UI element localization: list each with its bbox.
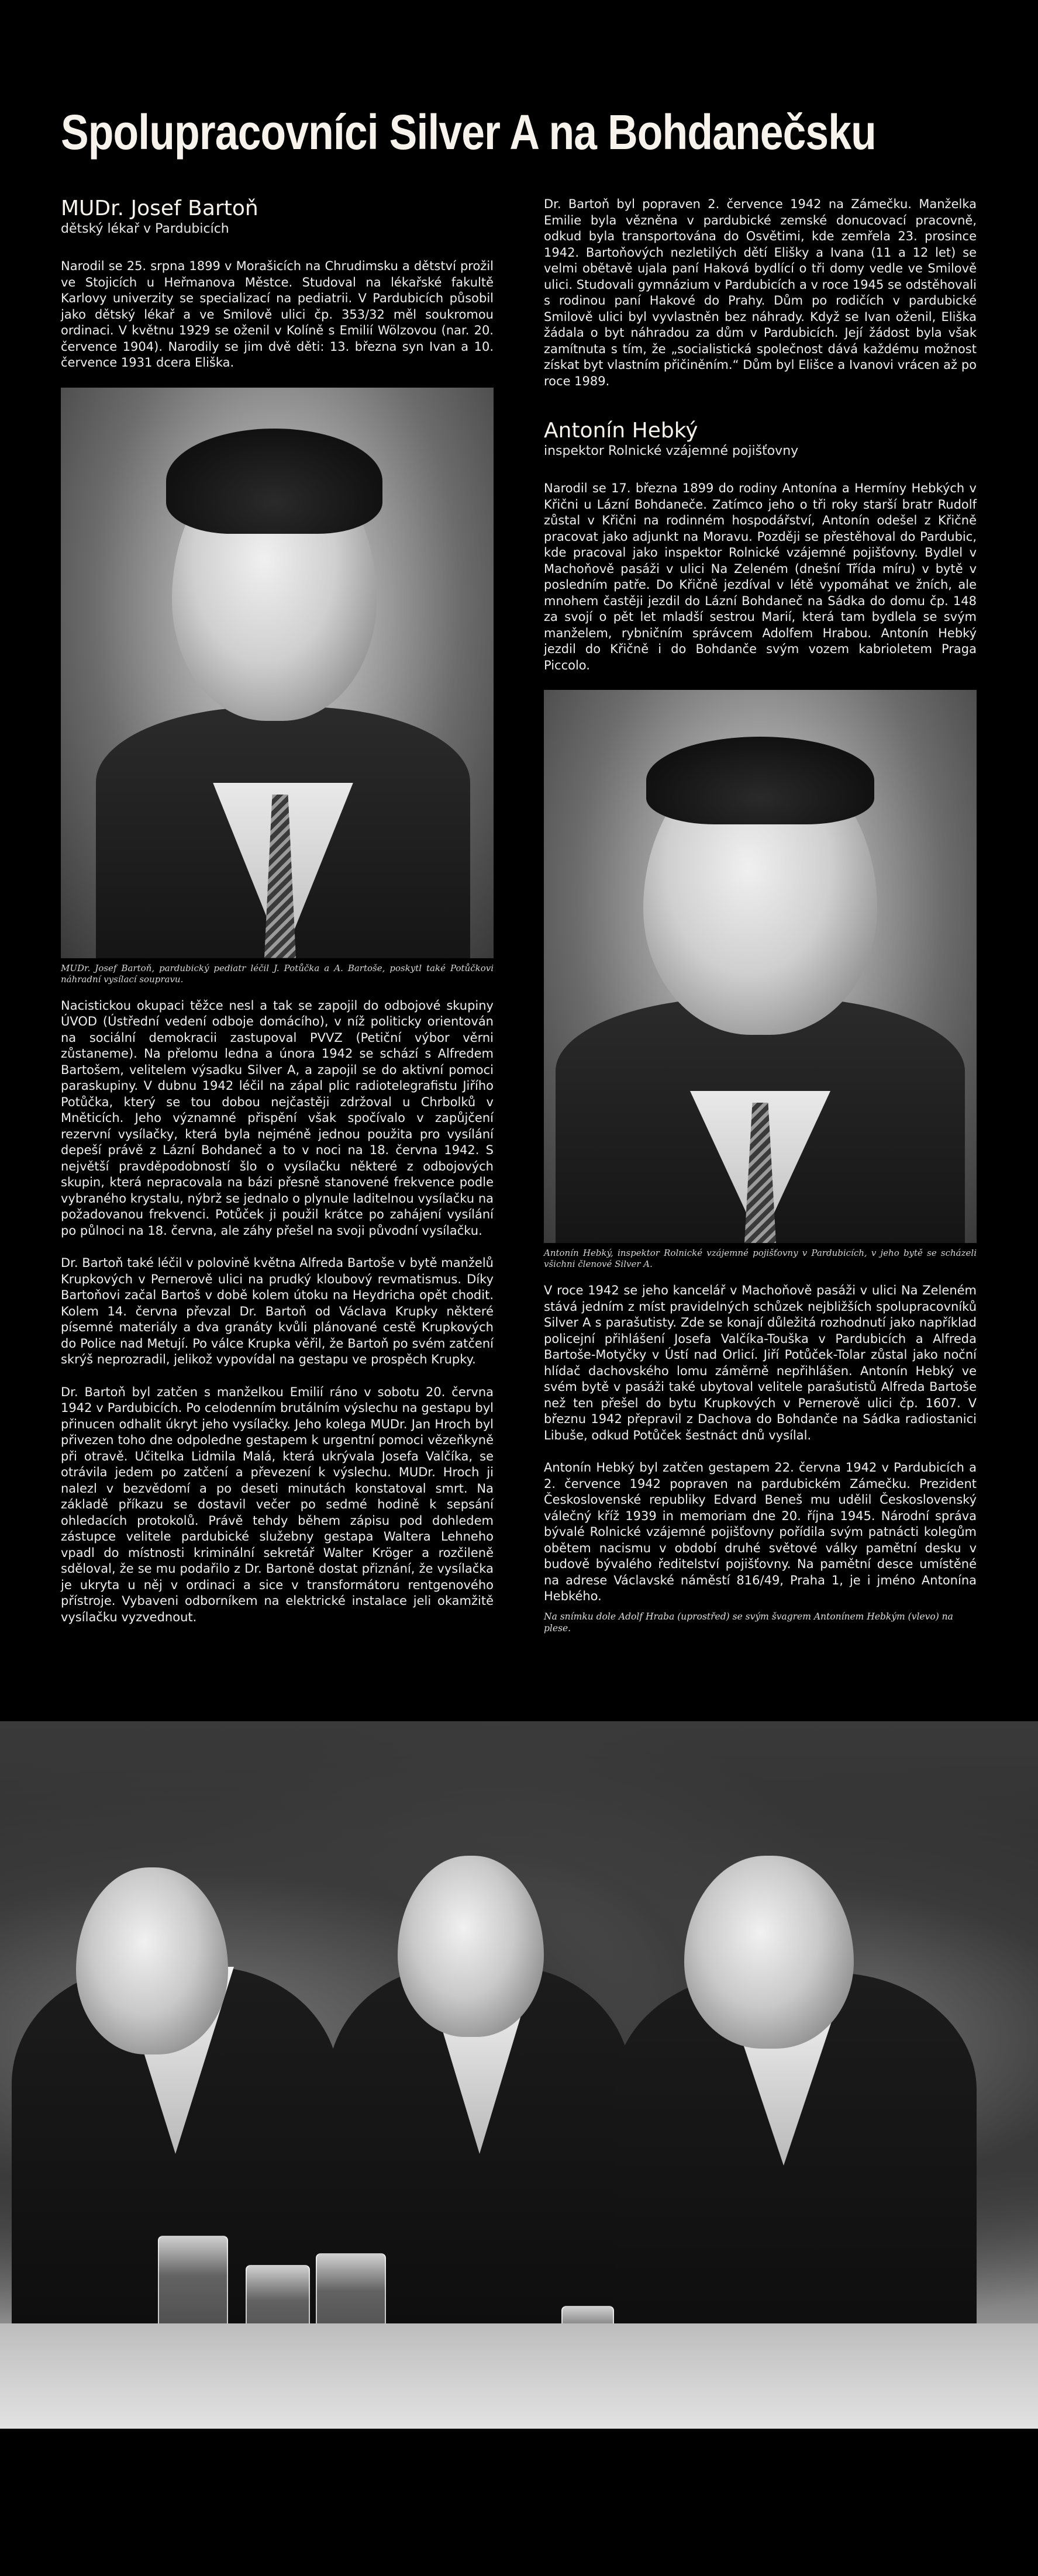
barton-paragraph-1: Narodil se 25. srpna 1899 v Morašicích na Chrudimsku a dětství prožil ve Stojicích u Heřmanova Městce. Studoval na lékařské fakultě Karlovy univerzity se specializací na pediatrii. V Pardubicích působil jako dětský lékař a ve Smilově ulici čp. 353/32 měl soukromou ordinaci. V květnu 1929 se oženil v Kolíně s Emilií Wölzovou (nar. 20. července 1904). Narodily se jim dvě děti: 13. března syn Ivan a 10. července 1931 dcera Eliška. <box>61 259 494 370</box>
barton-paragraph-2: Nacistickou okupaci těžce nesl a tak se zapojil do odbojové skupiny ÚVOD (Ústřední vedení odboje domácího), v níž politicky orientován na sociální demokracii zastupoval PVVZ (Petiční výbor věrni zůstaneme). Na přelomu ledna a února 1942 se schází s Alfredem Bartošem, velitelem výsadku Silver A, a zapojil se do aktivní pomoci paraskupiny. V dubnu 1942 léčil na zápal plic radiotelegrafistu Jiřího Potůčka, který se tou dobou nejčastěji zdržoval u Chrbolků v Mněticích. Jeho významné přispění však spočívalo v zapůjčení rezervní vysílačky, která byla nejméně jednou použita pro vysílání depeší právě z Lázní Bohdaneč a to v noci na 18. června 1942. S největší pravděpodobností šlo o vysílačku některé z odbojových skupin, která nepracovala na bázi přesně stanovené frekvence podle vybraného krystalu, nýbrž se jednalo o plynule laditelnou vysílačku na požadovanou frekvenci. Potůček ji použil krátce po zahájení vysílání po půlnoci na 18. června, ale záhy přešel na svoji původní vysílačku. <box>61 998 494 1238</box>
hebky-portrait-photo <box>544 690 977 1243</box>
person-role-hebky: inspektor Rolnické vzájemné pojišťovny <box>544 444 799 458</box>
person-role-barton: dětský lékař v Pardubicích <box>61 222 229 236</box>
person-name-barton: MUDr. Josef Bartoň <box>61 196 258 220</box>
hebky-paragraph-3: Antonín Hebký byl zatčen gestapem 22. června 1942 v Pardubicích a 2. července 1942 popraven na pardubickém Zámečku. Prezident Československé republiky Edvard Beneš mu udělil Československý válečný kříž 1939 in memoriam dne 20. října 1945. Národní správa bývalé Rolnické vzájemné pojišťovny pořídila svým patnácti kolegům obětem nacismu v období druhé světové války pamětní desku v budově bývalého ředitelství pojišťovny. Na pamětní desce umístěné na adrese Václavské náměstí 816/49, Praha 1, je i jméno Antonína Hebkého. <box>544 1460 977 1603</box>
page-title: Spolupracovníci Silver A na Bohdanečsku <box>61 105 876 160</box>
barton-photo-caption: MUDr. Josef Bartoň, pardubický pediatr léčil J. Potůčka a A. Bartoše, poskytl také Potůčkovi náhradní vysílací soupravu. <box>61 962 494 985</box>
left-column <box>61 196 494 1642</box>
group-photo-note: Na snímku dole Adolf Hraba (uprostřed) se svým švagrem Antonínem Hebkým (vlevo) na plese. <box>544 1611 953 1634</box>
hebky-paragraph-2: V roce 1942 se jeho kancelář v Machoňově pasáži v ulici Na Zeleném stává jedním z míst pravidelných schůzek nejbližších spolupracovníků Silver A s parašutisty. Zde se konají důležitá rozhodnutí jako například policejní přihlášení Josefa Valčíka-Touška v Pardubicích a Alfreda Bartoše-Motyčky v Ústí nad Orlicí. Jiří Potůček-Tolar zůstal jako noční hlídač dachovského lomu záměrně nepřihlášen. Antonín Hebký ve svém bytě v pasáži také ubytoval velitele parašutistů Alfreda Bartoše než ten přešel do bytu Krupkových v Pernerově ulici čp. 1607. V březnu 1942 přepravil z Dachova do Bohdanče na Sádka radiostanici Libuše, odkud Potůček šestnáct dnů vysílal. <box>544 1283 977 1442</box>
group-photo <box>0 1721 1038 2429</box>
right-column <box>544 196 977 1634</box>
barton-paragraph-3: Dr. Bartoň také léčil v polovině května Alfreda Bartoše v bytě manželů Krupkových v Pernerově ulici na prudký kloubový revmatismus. Díky Bartoňovi začal Bartoš v době kolem útoku na Heydricha opět chodit. Kolem 14. června převzal Dr. Bartoň od Václava Krupky některé písemné materiály a dva granáty kvůli plánované cestě Krupkových do Police nad Metují. Po válce Krupka věřil, že Bartoň po svém zatčení skrýš neprozradil, jelikož vypovídal na gestapu ve prospěch Krupky. <box>61 1256 494 1366</box>
barton-paragraph-4: Dr. Bartoň byl zatčen s manželkou Emilií ráno v sobotu 20. června 1942 v Pardubicích. Po celodenním brutálním výslechu na gestapu byl přinucen odhalit úkryt jeho vysílačky. Jeho kolega MUDr. Jan Hroch byl přivezen toho dne odpoledne gestapem k urgentní pomoci vězeňkyně při otravě. Učitelka Lidmila Malá, která ukrývala Josefa Valčíka, se otrávila jedem po zatčení a převezení k výslechu. MUDr. Hroch ji nalezl v bezvědomí a po deseti minutách konstatoval smrt. Na základě příkazu se dostavil večer po sedmé hodině k sepsání ohledacích protokolů. Právě tehdy během zápisu pod dohledem zástupce velitele pardubické služebny gestapa Waltera Lehneho vpadl do místnosti kriminální sekretář Walter Kröger a rozčileně sděloval, že se mu podařilo z Dr. Bartoně dostat přiznání, že vysílačka je ukryta u něj v ordinaci a sice v transformátoru rentgenového přístroje. Vybaveni odborníkem na elektrické instalace jeli okamžitě vysílačku vyzvednout. <box>61 1384 494 1624</box>
hebky-paragraph-1: Narodil se 17. března 1899 do rodiny Antonína a Hermíny Hebkých v Křični u Lázní Bohdaneče. Zatímco jeho o tři roky starší bratr Rudolf zůstal v Křični na rodinném hospodářství, Antonín odešel z Křičně pracovat jako adjunkt na Moravu. Později se přestěhoval do Pardubic, kde pracoval jako inspektor Rolnické vzájemné pojišťovny. Bydlel v Machoňově pasáži v ulici Na Zeleném (dnešní Třída míru) v bytě v posledním patře. Do Křičně jezdíval v létě vypomáhat ve žních, ale mnohem častěji jezdil do Lázní Bohdaneč na Sádka do domu čp. 148 za svojí o pět let mladší sestrou Marií, která tam bydlela se svým manželem, rybničním správcem Adolfem Hrabou. Antonín Hebký jezdil do Křičně i do Bohdanče svým vozem kabrioletem Praga Piccolo. <box>544 481 977 672</box>
hebky-photo-caption: Antonín Hebký, inspektor Rolnické vzájemné pojišťovny v Pardubicích, v jeho bytě se scházeli všichni členové Silver A. <box>544 1248 977 1269</box>
barton-portrait-photo <box>61 388 494 958</box>
barton-paragraph-5: Dr. Bartoň byl popraven 2. července 1942 na Zámečku. Manželka Emilie byla vězněna v pardubické zemské donucovací pracovně, odkud byla transportována do Osvětimi, kde zemřela 23. prosince 1942. Bartoňových nezletilých dětí Elišky a Ivana (11 a 12 let) se velmi obětavě ujala paní Haková bydlící o tři domy vedle ve Smilově ulici. Studovali gymnázium v Pardubicích a v roce 1945 se odstěhovali s rodinou paní Hakové do Prahy. Dům po rodičích v pardubické Smilově ulici byl vyvlastněn bez náhrady. Když se Ivan oženil, Eliška žádala o byt náhradou za dům v Pardubicích. Její žádost byla však zamítnuta s tím, že „socialistická společnost dává každému možnost získat byt vlastním přičiněním.“ Dům byl Elišce a Ivanovi vrácen až po roce 1989. <box>544 197 977 388</box>
person-name-hebky: Antonín Hebký <box>544 419 698 443</box>
